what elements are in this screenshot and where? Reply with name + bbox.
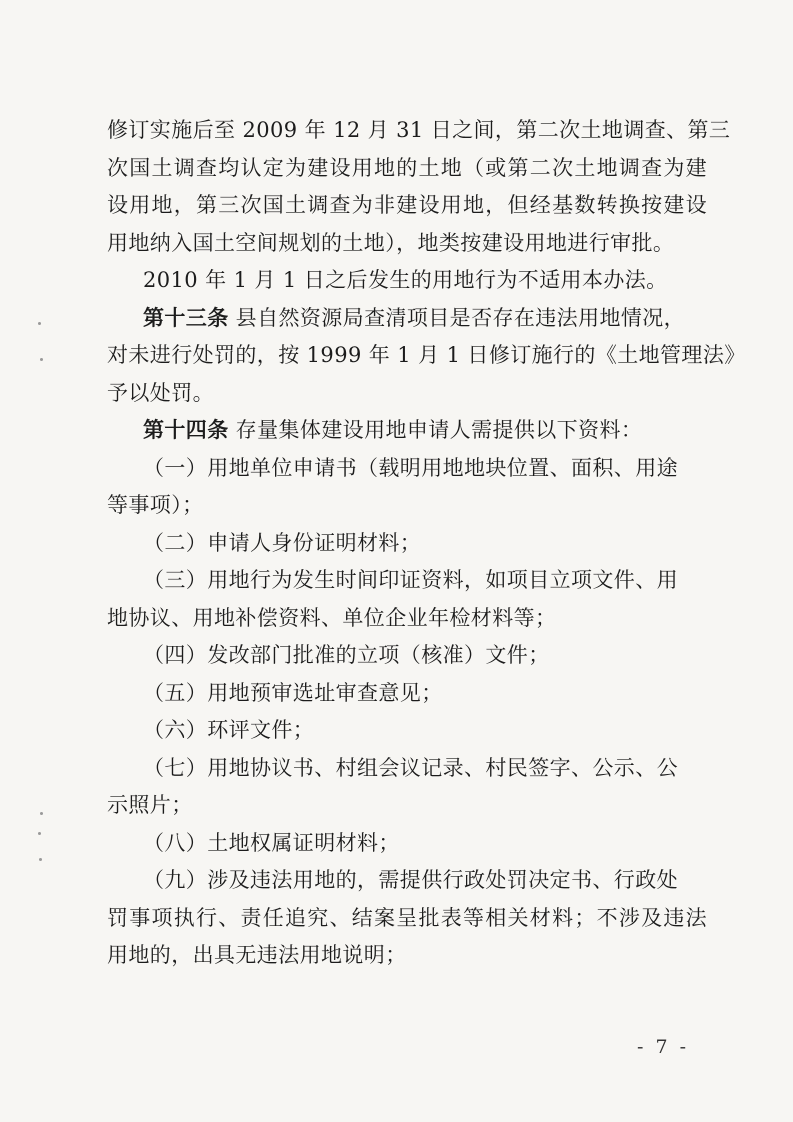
scan-speck xyxy=(39,858,42,861)
text-line: 地协议、用地补偿资料、单位企业年检材料等； xyxy=(107,605,557,630)
text-line: 设用地，第三次国土调查为非建设用地，但经基数转换按建设 xyxy=(107,193,707,217)
text-line: 罚事项执行、责任追究、结案呈批表等相关材料；不涉及违法 xyxy=(107,905,707,930)
text-line: 对未进行处罚的，按 1999 年 1 月 1 日修订施行的《土地管理法》 xyxy=(107,343,746,367)
list-item: （七）用地协议书、村组会议记录、村民签字、公示、公 xyxy=(143,755,678,780)
text-line: 用地纳入国土空间规划的土地），地类按建设用地进行审批。 xyxy=(107,230,675,255)
list-item: （五）用地预审选址审查意见； xyxy=(143,680,443,705)
body-text xyxy=(107,112,746,975)
text-line: 修订实施后至 2009 年 12 月 31 日之间，第二次土地调查、第三 xyxy=(107,118,731,142)
scan-speck xyxy=(40,358,43,361)
scan-speck xyxy=(38,322,41,325)
text-line: 予以处罚。 xyxy=(107,380,214,405)
text-line: 用地的，出具无违法用地说明； xyxy=(107,943,407,967)
list-item: （一）用地单位申请书（载明用地地块位置、面积、用途 xyxy=(143,455,678,480)
list-item: （二）申请人身份证明材料； xyxy=(143,530,422,555)
scan-speck xyxy=(40,812,43,815)
article-13-heading: 第十三条 xyxy=(143,305,229,330)
list-item: （九）涉及违法用地的，需提供行政处罚决定书、行政处 xyxy=(143,868,678,892)
text-line: 示照片； xyxy=(107,793,193,817)
article-14-line xyxy=(107,412,707,450)
list-item: （四）发改部门批准的立项（核准）文件； xyxy=(143,643,550,667)
page-number: - 7 - xyxy=(637,1036,690,1058)
article-14-heading: 第十四条 xyxy=(143,418,229,442)
article-13-text: 县自然资源局查清项目是否存在违法用地情况， xyxy=(228,305,686,330)
scan-speck xyxy=(38,832,41,835)
article-13-line xyxy=(107,300,707,338)
list-item: （三）用地行为发生时间印证资料，如项目立项文件、用 xyxy=(143,568,678,592)
text-line: 等事项）； xyxy=(107,493,204,517)
text-line: 次国土调查均认定为建设用地的土地（或第二次土地调查为建 xyxy=(107,155,707,180)
text-line: 2010 年 1 月 1 日之后发生的用地行为不适用本办法。 xyxy=(143,268,668,292)
list-item: （八）土地权属证明材料； xyxy=(143,830,400,855)
list-item: （六）环评文件； xyxy=(143,718,315,742)
article-14-text: 存量集体建设用地申请人需提供以下资料： xyxy=(228,418,643,442)
